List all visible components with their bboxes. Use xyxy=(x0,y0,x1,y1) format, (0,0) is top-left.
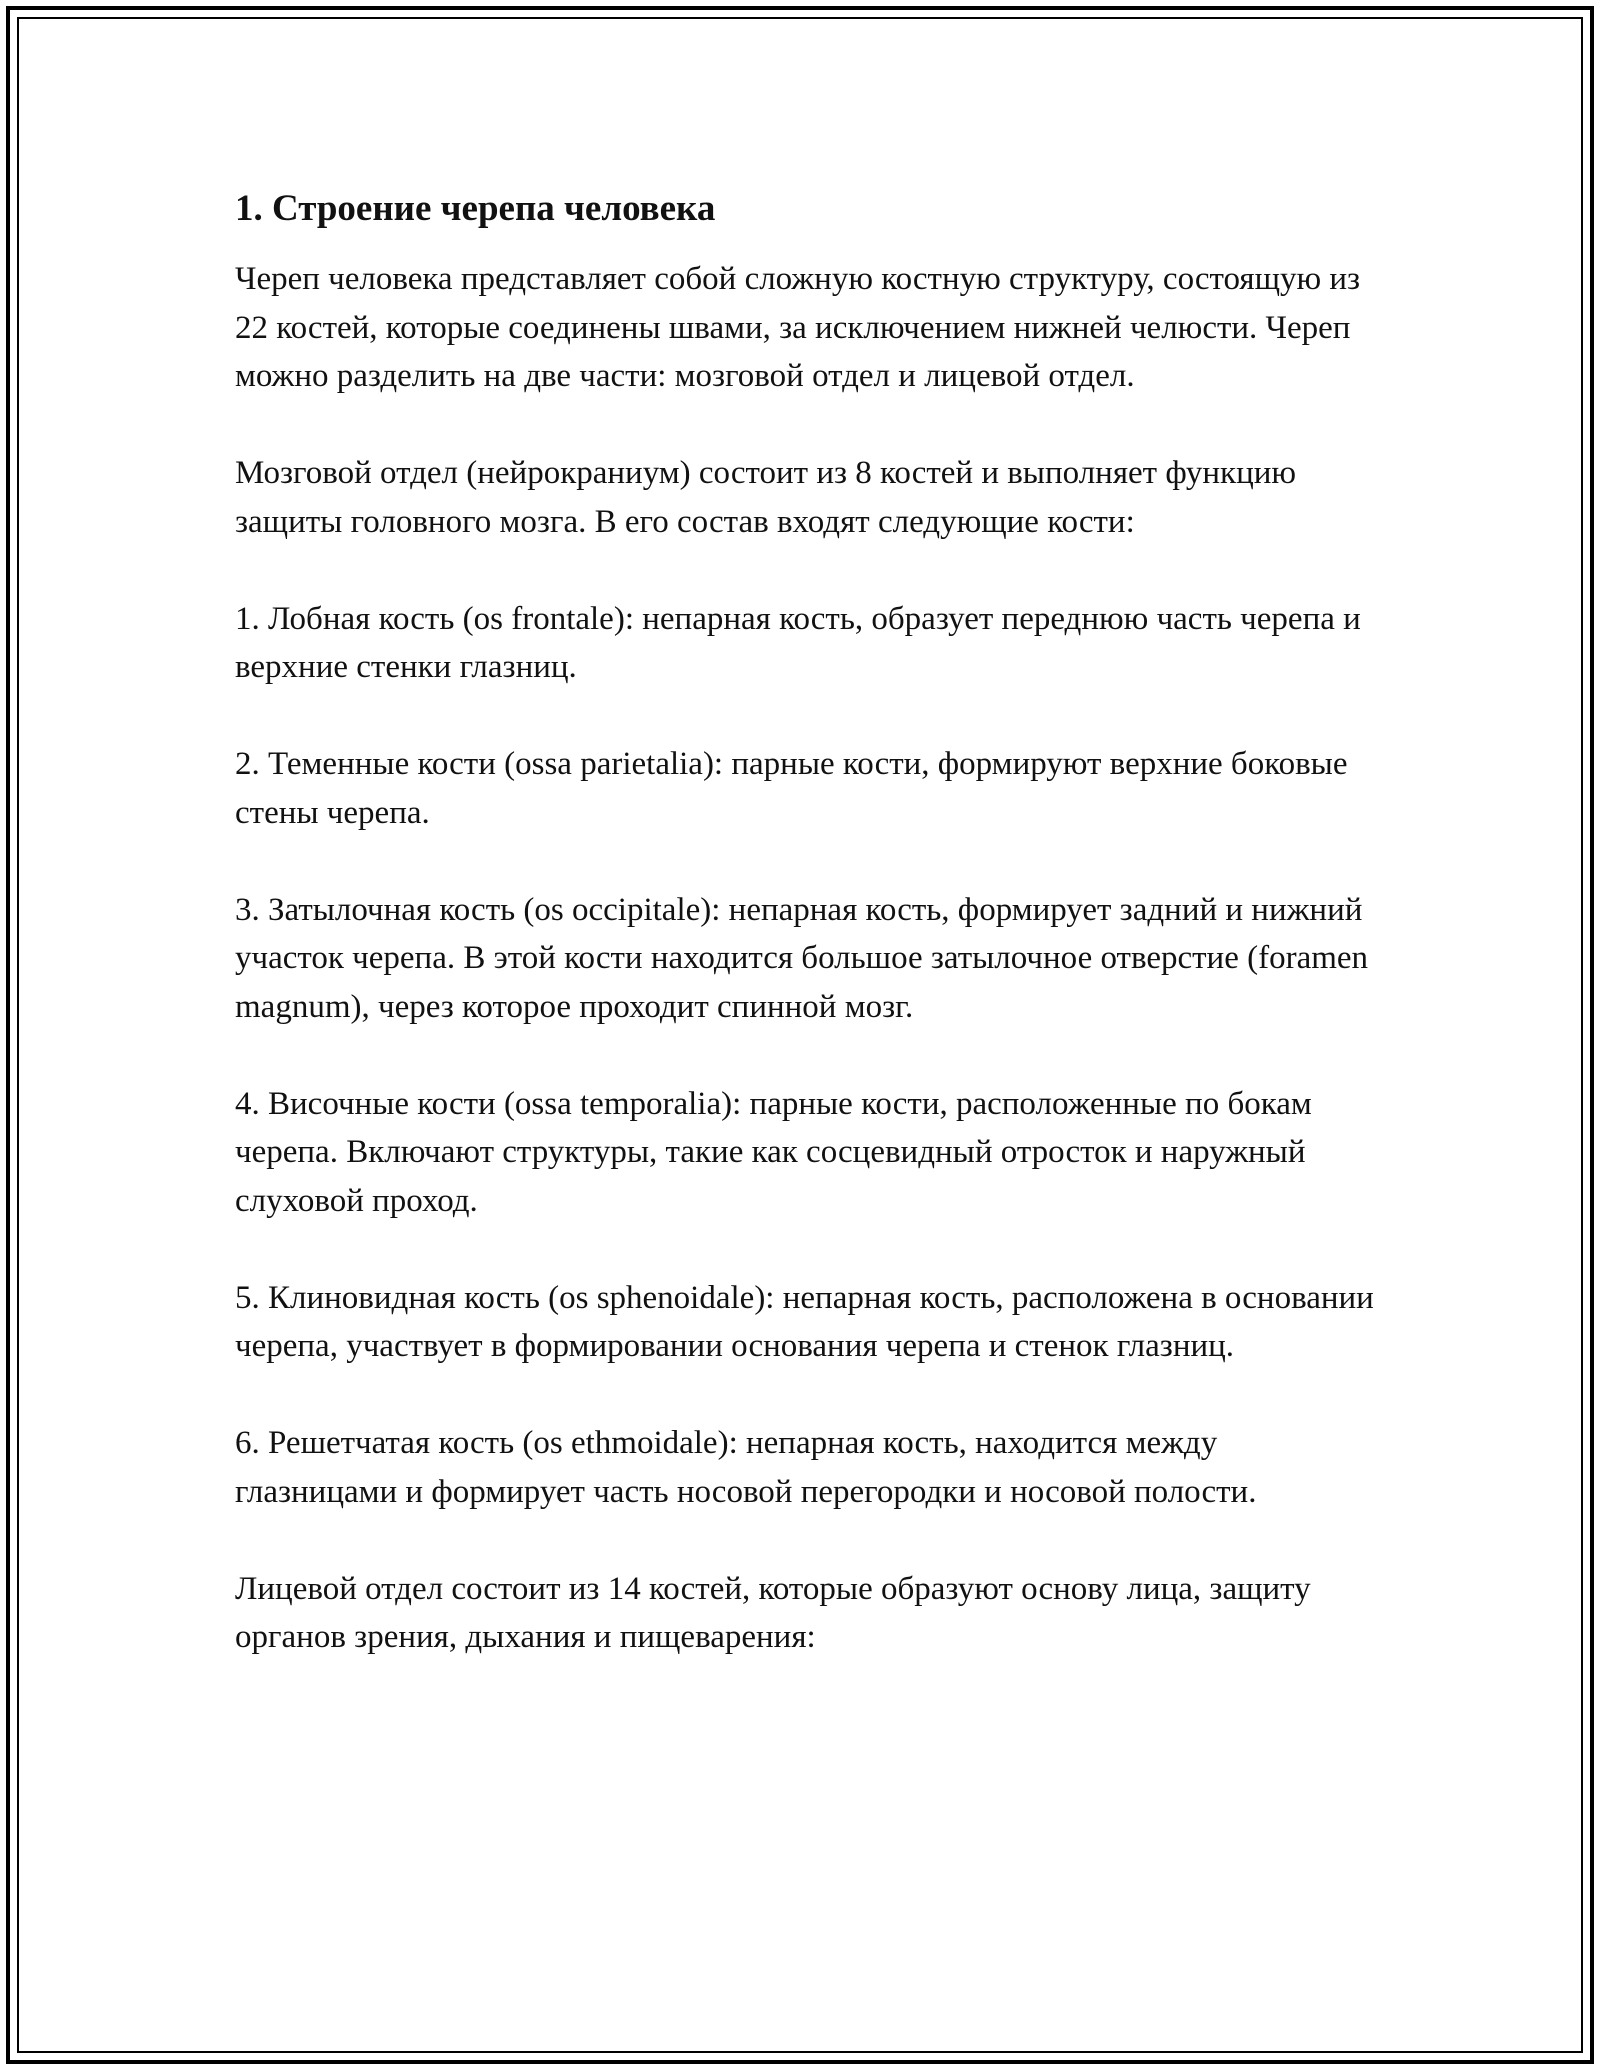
list-item-frontal-bone: 1. Лобная кость (os frontale): непарная кость, образует переднюю часть черепа и верхние стенки глазниц. xyxy=(235,600,1361,685)
section-title: 1. Строение черепа человека xyxy=(235,188,716,229)
list-item-parietal-bones: 2. Теменные кости (ossa parietalia): парные кости, формируют верхние боковые стены черепа. xyxy=(235,746,1348,831)
list-item-sphenoid-bone: 5. Клиновидная кость (os sphenoidale): непарная кость, расположена в основании черепа, участвует в формировании основания черепа и стенок глазниц. xyxy=(235,1279,1374,1364)
list-item-temporal-bones: 4. Височные кости (ossa temporalia): парные кости, расположенные по бокам черепа. Включают структуры, такие как сосцевидный отросток и наружный слуховой проход. xyxy=(235,1085,1312,1219)
document-body xyxy=(235,185,1385,1710)
paragraph-neurocranium: Мозговой отдел (нейрокраниум) состоит из 8 костей и выполняет функцию защиты головного мозга. В его состав входят следующие кости: xyxy=(235,455,1297,540)
list-item-occipital-bone: 3. Затылочная кость (os occipitale): непарная кость, формирует задний и нижний участок черепа. В этой кости находится большое затылочное отверстие (foramen magnum), через которое проходит спинной мозг. xyxy=(235,891,1369,1025)
paragraph-intro: Череп человека представляет собой сложную костную структуру, состоящую из 22 костей, которые соединены швами, за исключением нижней челюсти. Череп можно разделить на две части: мозговой отдел и лицевой отдел. xyxy=(235,261,1361,394)
list-item-ethmoid-bone: 6. Решетчатая кость (os ethmoidale): непарная кость, находится между глазницами и формирует часть носовой перегородки и носовой полости. xyxy=(235,1425,1257,1510)
paragraph-facial-section: Лицевой отдел состоит из 14 костей, которые образуют основу лица, защиту органов зрения, дыхания и пищеварения: xyxy=(235,1570,1311,1655)
